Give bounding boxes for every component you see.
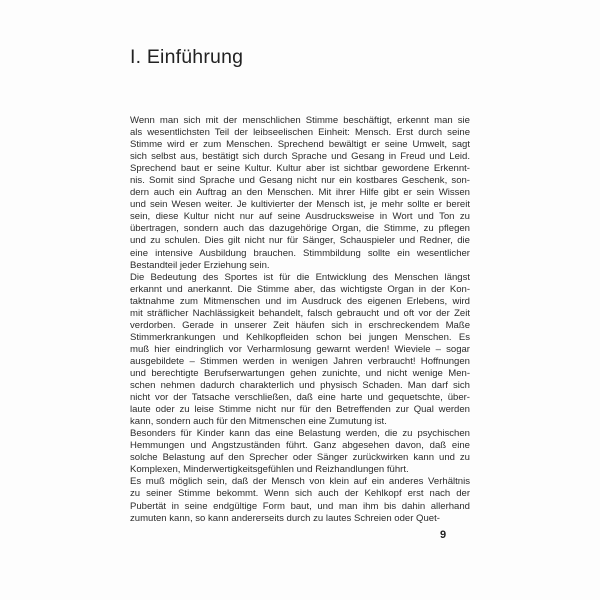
text-line: sich selbst aus, bestätigt sich durch Sprache und Gesang in Freud und Leid. [130, 151, 470, 163]
text-line: nicht vor der Tatsache verschließen, daß eine harte und gequetschte, über- [130, 392, 470, 404]
text-line: nis. Somit sind Sprache und Gesang nicht nur ein kostbares Geschenk, son- [130, 175, 470, 187]
text-line: übertragen, sondern auch das dazugehörige Organ, die Stimme, zu pflegen [130, 223, 470, 235]
text-line: ausgebildete – Stimmen werden in wenigen Jahren verbraucht! Hoffnungen [130, 355, 470, 367]
text-line: Stimme wird er zum Menschen. Sprechend bewältigt er seine Umwelt, sagt [130, 139, 470, 151]
text-line: und berechtigte Berufserwartungen gehen zunichte, und nicht wenige Men- [130, 367, 470, 379]
text-line: zumuten kann, so kann andererseits durch zu lautes Schreien oder Quet- [130, 512, 440, 524]
text-line: Besonders für Kinder kann das eine Belastung werden, die zu psychischen [130, 428, 470, 440]
text-line: dern auch ein Auftrag an den Menschen. Mit ihrer Hilfe gibt er sein Wissen [130, 187, 470, 199]
text-line: erkannt und anerkannt. Die Stimme aber, das wichtigste Organ in der Kon- [130, 283, 470, 295]
text-line: zu seiner Stimme bekommt. Wenn sich auch der Kehlkopf erst nach der [130, 488, 470, 500]
text-line: und sein Wesen weiter. Je kultivierter der Mensch ist, je mehr sollte er bereit [130, 199, 470, 211]
text-line: eine intensive Ausbildung brauchen. Stimmbildung sollte ein wesentlicher [130, 247, 470, 259]
text-line: mit sträflicher Nachlässigkeit behandelt, falsch gebraucht und oft vor der Zeit [130, 307, 470, 319]
paragraph [130, 476, 470, 524]
paragraph [130, 428, 470, 476]
paragraph [130, 272, 470, 429]
text-line: als wesentlichsten Teil der leibseelischen Einheit: Mensch. Erst durch seine [130, 127, 470, 139]
text-line: Komplexen, Minderwertigkeitsgefühlen und Reizhandlungen führt. [130, 464, 409, 476]
text-line: taktnahme zum Mitmenschen und im Ausdruck des eigenen Erlebens, wird [130, 295, 470, 307]
text-line: Stimmerkrankungen und Kehlkopfleiden schon bei jungen Menschen. Es [130, 331, 470, 343]
text-line: kann, sondern auch für den Mitmenschen eine Zumutung ist. [130, 416, 387, 428]
page-number: 9 [440, 529, 447, 541]
text-line: Wenn man sich mit der menschlichen Stimme beschäftigt, erkennt man sie [130, 115, 470, 126]
text-line: Hemmungen und Angstzuständen führt. Ganz abgesehen davon, daß eine [130, 440, 470, 452]
text-line: sein, diese Kultur nicht nur auf seine Ausdrucksweise in Wort und Ton zu [130, 211, 470, 223]
text-line: und zu schulen. Dies gilt nicht nur für Sänger, Schauspieler und Redner, die [130, 235, 470, 247]
text-line: verdorben. Gerade in unserer Zeit häufen sich in erschreckendem Maße [130, 319, 470, 331]
text-line: Sprechend baut er seine Kultur. Kultur aber ist sichtbar gewordene Erkennt- [130, 163, 470, 175]
chapter-heading: I. Einführung [130, 46, 244, 68]
body-text [130, 115, 470, 525]
text-line: schen nehmen dadurch charakterlich und physisch Schaden. Man darf sich [130, 380, 470, 392]
paragraph [130, 115, 470, 272]
text-line: muß hier eindringlich vor Verharmlosung gewarnt werden! Wieviele – sogar [130, 343, 470, 355]
text-line: Es muß möglich sein, daß der Mensch von klein auf ein anderes Verhältnis [130, 476, 470, 488]
text-line: solche Belastung auf den Sprecher oder Sänger zurückwirken kann und zu [130, 452, 470, 464]
text-line: Pubertät in seine endgültige Form baut, und man ihm bis dahin allerhand [130, 500, 470, 512]
text-line: Die Bedeutung des Sportes ist für die Entwicklung des Menschen längst [130, 271, 470, 283]
text-line: Bestandteil jeder Erziehung sein. [130, 259, 270, 271]
text-line: laute oder zu leise Stimme nicht nur für den Betreffenden zur Qual werden [130, 404, 470, 416]
